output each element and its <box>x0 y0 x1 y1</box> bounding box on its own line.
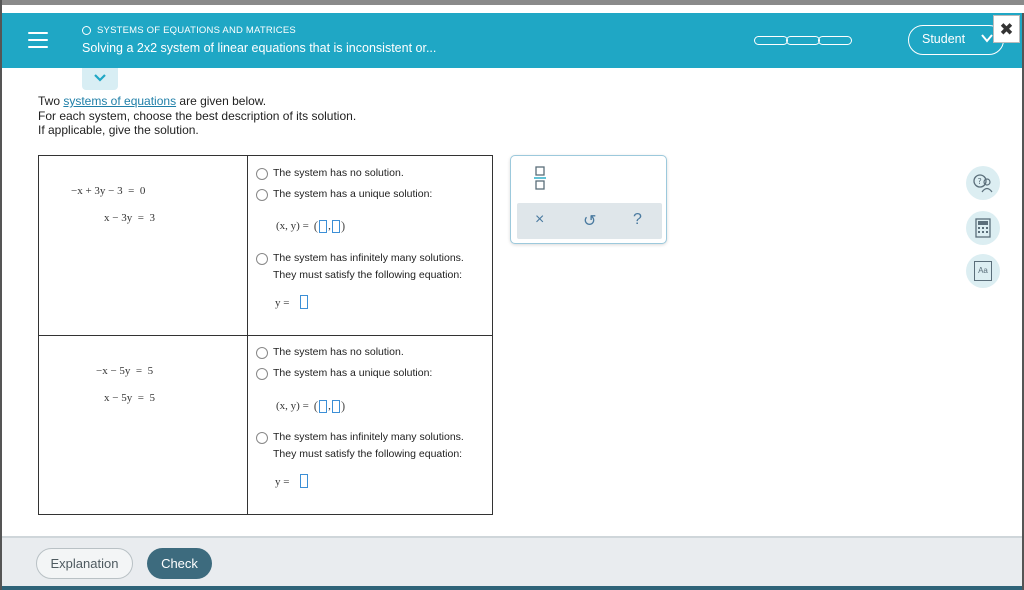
system1-radio-unique[interactable] <box>256 189 268 201</box>
progress-segment <box>754 36 788 45</box>
svg-text:?: ? <box>977 177 982 186</box>
x-input-box[interactable] <box>319 220 327 233</box>
system1-radio-none[interactable] <box>256 168 268 180</box>
system1-y-label: y = <box>275 297 290 309</box>
system2-option-infinite-2: They must satisfy the following equation: <box>273 448 463 460</box>
progress-segment <box>786 36 820 45</box>
system1-eq1: −x + 3y − 3 = 0 <box>71 185 146 197</box>
x-input-box[interactable] <box>319 400 327 413</box>
intro-suffix: are given below. <box>176 94 267 108</box>
dictionary-label: Aa <box>974 261 992 281</box>
system2-eq2: x − 5y = 5 <box>104 392 155 404</box>
system2-eq1: −x − 5y = 5 <box>96 365 154 377</box>
pair-label: (x, y) = <box>276 220 309 232</box>
system1-option-infinite: The system has infinitely many solutions. <box>273 252 464 264</box>
intro-line2: For each system, choose the best description of its solution. <box>38 108 357 123</box>
header-bar <box>2 13 1022 68</box>
progress-segment <box>818 36 852 45</box>
pair-label: (x, y) = <box>276 400 309 412</box>
y-input-box[interactable] <box>332 400 340 413</box>
system1-eq2: x − 3y = 3 <box>104 212 155 224</box>
system1-pair-answer: (x, y) = ( , ) <box>276 218 346 233</box>
chevron-down-icon <box>93 73 107 83</box>
student-label: Student <box>922 32 966 46</box>
system1-y-input[interactable] <box>300 295 308 309</box>
instructions <box>38 94 356 138</box>
student-menu-button[interactable] <box>908 25 1004 55</box>
close-button[interactable]: ✖ <box>993 15 1020 43</box>
system2-option-infinite: The system has infinitely many solutions. <box>273 431 464 443</box>
dictionary-icon[interactable] <box>966 254 1000 288</box>
system1-radio-infinite[interactable] <box>256 253 268 265</box>
undo-icon[interactable]: ↺ <box>583 213 597 230</box>
system2-y-input[interactable] <box>300 474 308 488</box>
system1-option-unique: The system has a unique solution: <box>273 188 433 200</box>
system2-y-label: y = <box>275 476 290 488</box>
footer-bar <box>2 536 1022 590</box>
system2-option-unique: The system has a unique solution: <box>273 367 433 379</box>
system2-option-none: The system has no solution. <box>273 346 404 358</box>
hint-person-icon[interactable] <box>966 166 1000 200</box>
topic-circle-icon <box>82 26 91 35</box>
topic-label[interactable] <box>82 25 296 36</box>
system1-option-infinite-2: They must satisfy the following equation: <box>273 269 463 281</box>
top-border <box>2 0 1024 13</box>
system2-radio-unique[interactable] <box>256 368 268 380</box>
system1-option-none: The system has no solution. <box>273 167 404 179</box>
system2-radio-infinite[interactable] <box>256 432 268 444</box>
clear-icon[interactable]: × <box>535 211 545 228</box>
question-table <box>38 155 493 515</box>
system2-pair-answer: (x, y) = ( , ) <box>276 398 346 413</box>
progress-bar <box>754 36 850 45</box>
menu-icon[interactable] <box>28 32 48 48</box>
page-title: Solving a 2x2 system of linear equations that is inconsistent or... <box>82 41 437 55</box>
fraction-icon[interactable] <box>533 166 547 190</box>
bottom-border <box>2 586 1022 590</box>
topic-text: SYSTEMS OF EQUATIONS AND MATRICES <box>97 25 296 36</box>
help-icon[interactable]: ? <box>633 211 642 228</box>
expand-tab[interactable] <box>82 68 118 90</box>
explanation-button[interactable]: Explanation <box>36 548 133 579</box>
table-divider <box>39 335 492 336</box>
math-toolbox <box>510 155 667 244</box>
toolbox-actions <box>517 203 662 239</box>
calculator-icon[interactable] <box>966 211 1000 245</box>
intro-prefix: Two <box>38 94 64 108</box>
systems-link[interactable]: systems of equations <box>63 94 177 108</box>
system2-radio-none[interactable] <box>256 347 268 359</box>
check-button[interactable]: Check <box>147 548 212 579</box>
y-input-box[interactable] <box>332 220 340 233</box>
intro-line3: If applicable, give the solution. <box>38 123 199 137</box>
chevron-down-icon <box>981 33 993 43</box>
